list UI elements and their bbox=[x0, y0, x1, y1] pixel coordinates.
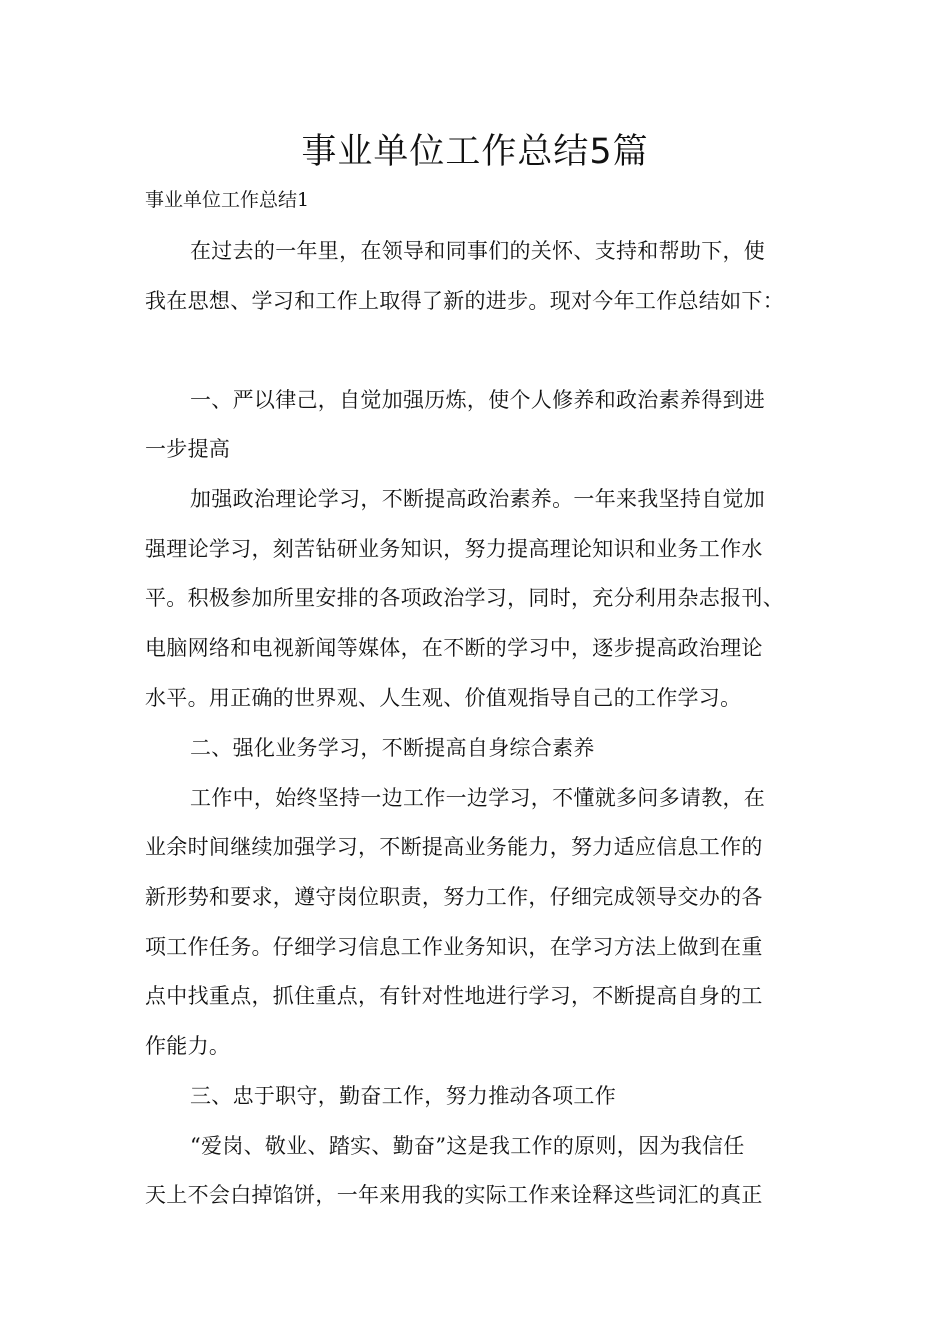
paragraph-line: 强理论学习，刻苦钻研业务知识，努力提高理论知识和业务工作水 bbox=[145, 537, 763, 561]
section-heading-line: 一步提高 bbox=[145, 437, 231, 461]
paragraph-line: “爱岗、敬业、踏实、勤奋”这是我工作的原则，因为我信任 bbox=[190, 1134, 745, 1158]
paragraph-line: 电脑网络和电视新闻等媒体，在不断的学习中，逐步提高政治理论 bbox=[145, 636, 763, 660]
paragraph-line: 天上不会白掉馅饼，一年来用我的实际工作来诠释这些词汇的真正 bbox=[145, 1183, 763, 1207]
paragraph-line: 作能力。 bbox=[145, 1034, 231, 1058]
paragraph-line: 水平。用正确的世界观、人生观、价值观指导自己的工作学习。 bbox=[145, 686, 742, 710]
paragraph-line: 加强政治理论学习，不断提高政治素养。一年来我坚持自觉加 bbox=[190, 487, 766, 511]
paragraph-line: 平。积极参加所里安排的各项政治学习，同时，充分利用杂志报刊、 bbox=[145, 586, 784, 610]
paragraph-line: 点中找重点，抓住重点，有针对性地进行学习，不断提高自身的工 bbox=[145, 984, 763, 1008]
section-heading-line: 三、忠于职守，勤奋工作，努力推动各项工作 bbox=[190, 1084, 616, 1108]
paragraph-line: 业余时间继续加强学习，不断提高业务能力，努力适应信息工作的 bbox=[145, 835, 763, 859]
paragraph-line: 我在思想、学习和工作上取得了新的进步。现对今年工作总结如下： bbox=[145, 289, 784, 313]
document-subtitle: 事业单位工作总结1 bbox=[145, 189, 310, 211]
document-title: 事业单位工作总结5篇 bbox=[301, 132, 649, 172]
section-heading-line: 一、严以律己，自觉加强历炼，使个人修养和政治素养得到进 bbox=[190, 388, 766, 412]
paragraph-line: 新形势和要求，遵守岗位职责，努力工作，仔细完成领导交办的各 bbox=[145, 885, 763, 909]
paragraph-line: 工作中，始终坚持一边工作一边学习，不懂就多问多请教，在 bbox=[190, 786, 766, 810]
section-heading-line: 二、强化业务学习，不断提高自身综合素养 bbox=[190, 736, 595, 760]
paragraph-line: 在过去的一年里，在领导和同事们的关怀、支持和帮助下，使 bbox=[190, 239, 766, 263]
paragraph-line: 项工作任务。仔细学习信息工作业务知识，在学习方法上做到在重 bbox=[145, 935, 763, 959]
